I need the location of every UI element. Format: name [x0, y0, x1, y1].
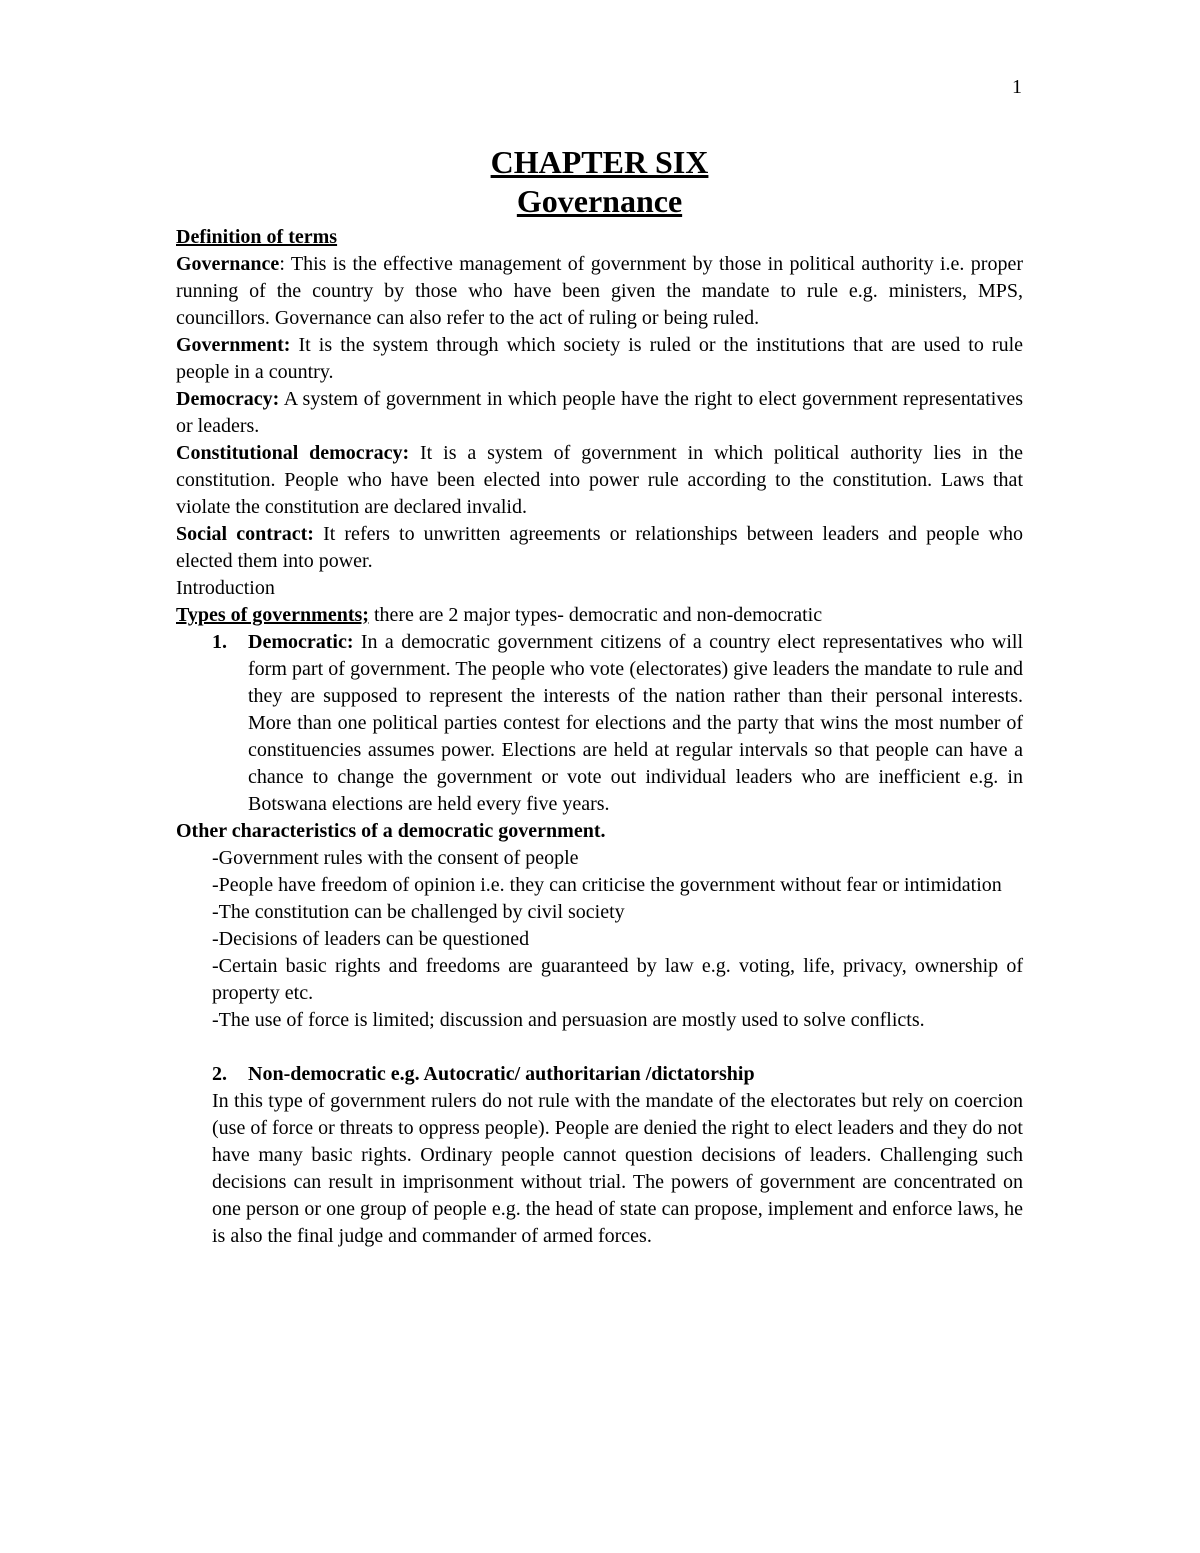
definition-term: Constitutional democracy: — [176, 442, 410, 464]
list-item-heading: Non-democratic e.g. Autocratic/ authoritarian /dictatorship — [248, 1063, 755, 1085]
types-text: there are 2 major types- democratic and non-democratic — [368, 604, 823, 626]
definition-constitutional-democracy — [176, 440, 1023, 521]
characteristics-heading: Other characteristics of a democratic government. — [176, 820, 606, 842]
definition-text: It is the system through which society is ruled or the institutions that are used to rule people in a country. — [176, 334, 1023, 383]
spacer — [176, 1034, 1023, 1061]
definition-social-contract — [176, 521, 1023, 575]
list-number: 2. — [212, 1063, 227, 1085]
definition-separator — [409, 442, 420, 464]
characteristic-item: -The constitution can be challenged by civil society — [212, 901, 625, 923]
types-heading: Types of governments; — [176, 604, 369, 626]
definition-text: A system of government in which people have the right to elect government representatives or leaders. — [176, 388, 1023, 437]
definition-separator — [290, 334, 298, 356]
list-item-non-democratic-heading — [212, 1061, 1023, 1088]
definition-text: This is the effective management of government by those in political authority i.e. proper running of the country by those who have been given the mandate to rule e.g. ministers, MPS, councillors. Governance can also refer to the act of ruling or being ruled. — [176, 253, 1023, 329]
definition-text: It is a system of government in which political authority lies in the constitution. People who have been elected into power rule according to the constitution. Laws that violate the constitution are declared invalid. — [176, 442, 1023, 518]
definition-government — [176, 332, 1023, 386]
list-item-text: In a democratic government citizens of a country elect representatives who will form part of government. The people who vote (electorates) give leaders the mandate to rule and they are supposed to represent the interests of the nation rather than their personal interests. More than one political parties contest for elections and the party that wins the most number of constituencies assumes power. Elections are held at regular intervals so that people can have a chance to change the government or vote out individual leaders who are inefficient e.g. in Botswana elections are held every five years. — [248, 631, 1023, 815]
definition-text: It refers to unwritten agreements or relationships between leaders and people who elected them into power. — [176, 523, 1024, 572]
introduction-label: Introduction — [176, 577, 275, 599]
definition-term: Governance — [176, 253, 280, 275]
characteristic-item: -Decisions of leaders can be questioned — [212, 928, 530, 950]
definitions-heading: Definition of terms — [176, 226, 338, 248]
document-body — [176, 142, 1023, 1250]
chapter-subtitle: Governance — [516, 183, 683, 219]
characteristic-item: -Government rules with the consent of people — [212, 847, 579, 869]
list-number: 1. — [212, 631, 227, 653]
non-democratic-description: In this type of government rulers do not rule with the mandate of the electorates but rely on coercion (use of force or threats to oppress people). People are denied the right to elect leaders and they do not have many basic rights. Ordinary people cannot question decisions of leaders. Challenging such decisions can result in imprisonment without trial. The powers of government are concentrated on one person or one group of people e.g. the head of state can propose, implement and enforce laws, he is also the final judge and commander of armed forces. — [212, 1090, 1023, 1247]
characteristic-item: -People have freedom of opinion i.e. they can criticise the government without fear or intimidation — [212, 874, 1002, 896]
characteristic-item: -Certain basic rights and freedoms are guaranteed by law e.g. voting, life, privacy, ownership of property etc. — [212, 955, 1023, 1004]
characteristic-item: -The use of force is limited; discussion and persuasion are mostly used to solve conflicts. — [212, 1009, 925, 1031]
list-item-term: Democratic: — [248, 631, 354, 653]
chapter-title: CHAPTER SIX — [490, 144, 709, 180]
list-item-democratic — [212, 629, 1023, 818]
types-paragraph — [176, 602, 1023, 629]
definition-term: Government: — [176, 334, 291, 356]
definition-governance — [176, 251, 1023, 332]
page-number: 1 — [1012, 76, 1022, 98]
definition-separator — [314, 523, 323, 545]
definition-separator: : — [279, 253, 291, 275]
characteristics-list — [212, 845, 1023, 1034]
definition-term: Social contract: — [176, 523, 314, 545]
definition-democracy — [176, 386, 1023, 440]
list-item-body — [248, 629, 1023, 818]
definition-term: Democracy: — [176, 388, 280, 410]
